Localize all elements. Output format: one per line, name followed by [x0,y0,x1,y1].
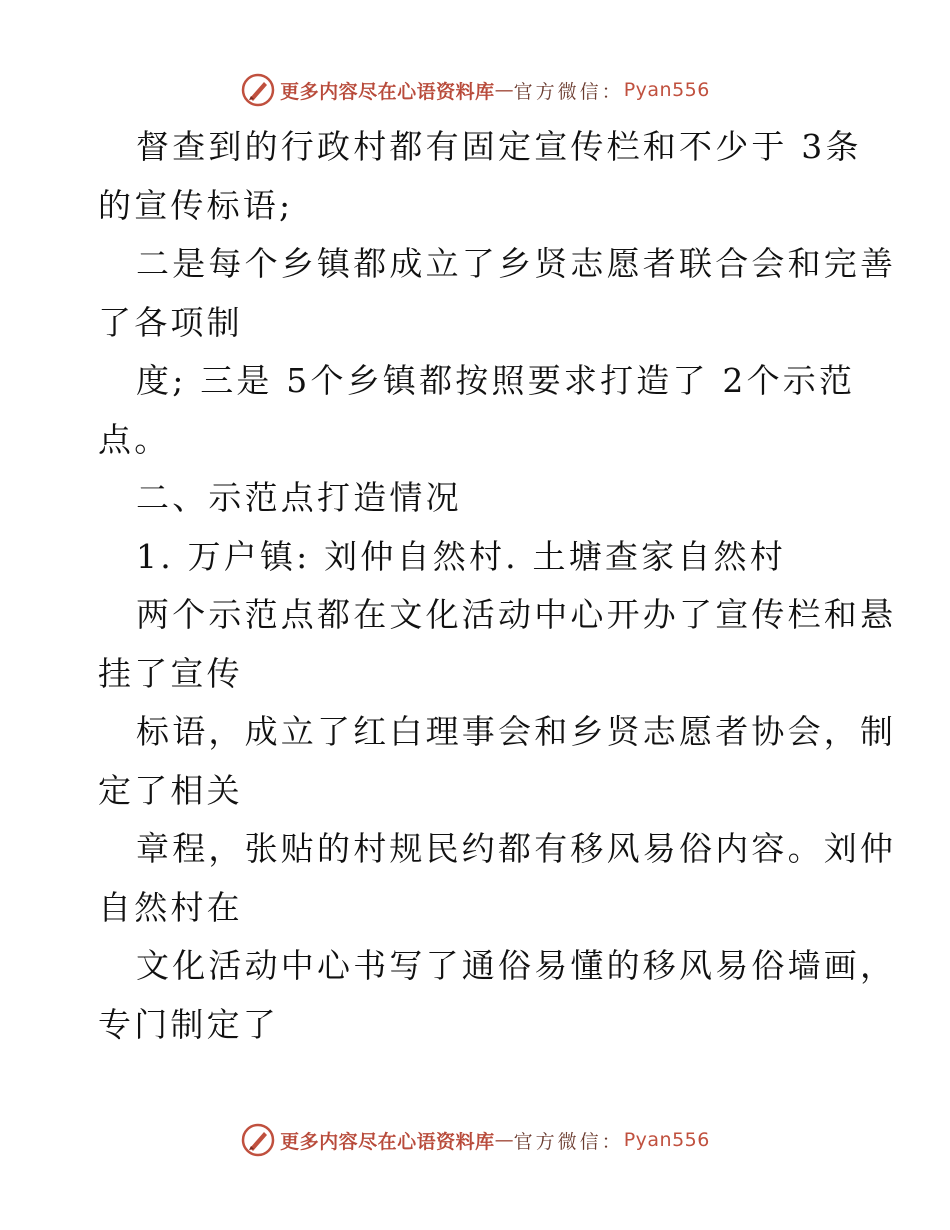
text-line: 二是每个乡镇都成立了乡贤志愿者联合会和完善 [136,244,897,283]
section-heading: 二、示范点打造情况 [136,478,462,517]
watermark-sub-text: 官方微信： [513,80,624,103]
text-line: 的宣传标语; [98,185,294,225]
watermark-wechat-id: Pyan556 [623,79,710,101]
text-line: 度; 三是 5个乡镇都按照要求打造了 2个示范 [136,361,856,400]
text-line: 点。 [98,419,171,459]
watermark-sub-text: 官方微信： [513,1130,624,1153]
watermark-main-text: 更多内容尽在心语资料库 [280,80,495,103]
text-line: 专门制定了 [98,1004,279,1044]
text-line: 章程，张贴的村规民约都有移风易俗内容。刘仲 [136,829,897,868]
text-line: 标语，成立了红白理事会和乡贤志愿者协会，制 [136,712,897,751]
watermark-dash: — [494,1129,514,1151]
document-body [98,118,897,1054]
text-line: 了各项制 [98,302,243,342]
text-line: 文化活动中心书写了通俗易懂的移风易俗墙画， [136,946,897,985]
text-line: 自然村在 [98,887,243,927]
subsection-heading: 1. 万户镇: 刘仲自然村. 土塘查家自然村 [136,536,786,576]
header-watermark [0,70,950,110]
pen-logo-icon [240,1122,276,1158]
watermark-wechat-id: Pyan556 [623,1129,710,1151]
watermark-dash: — [494,79,514,101]
footer-watermark [0,1120,950,1160]
pen-logo-icon [240,72,276,108]
watermark-main-text: 更多内容尽在心语资料库 [280,1130,495,1153]
text-line: 挂了宣传 [98,653,243,693]
text-line: 督查到的行政村都有固定宣传栏和不少于 3条 [136,127,862,166]
text-line: 两个示范点都在文化活动中心开办了宣传栏和悬 [136,595,897,634]
text-line: 定了相关 [98,770,243,810]
